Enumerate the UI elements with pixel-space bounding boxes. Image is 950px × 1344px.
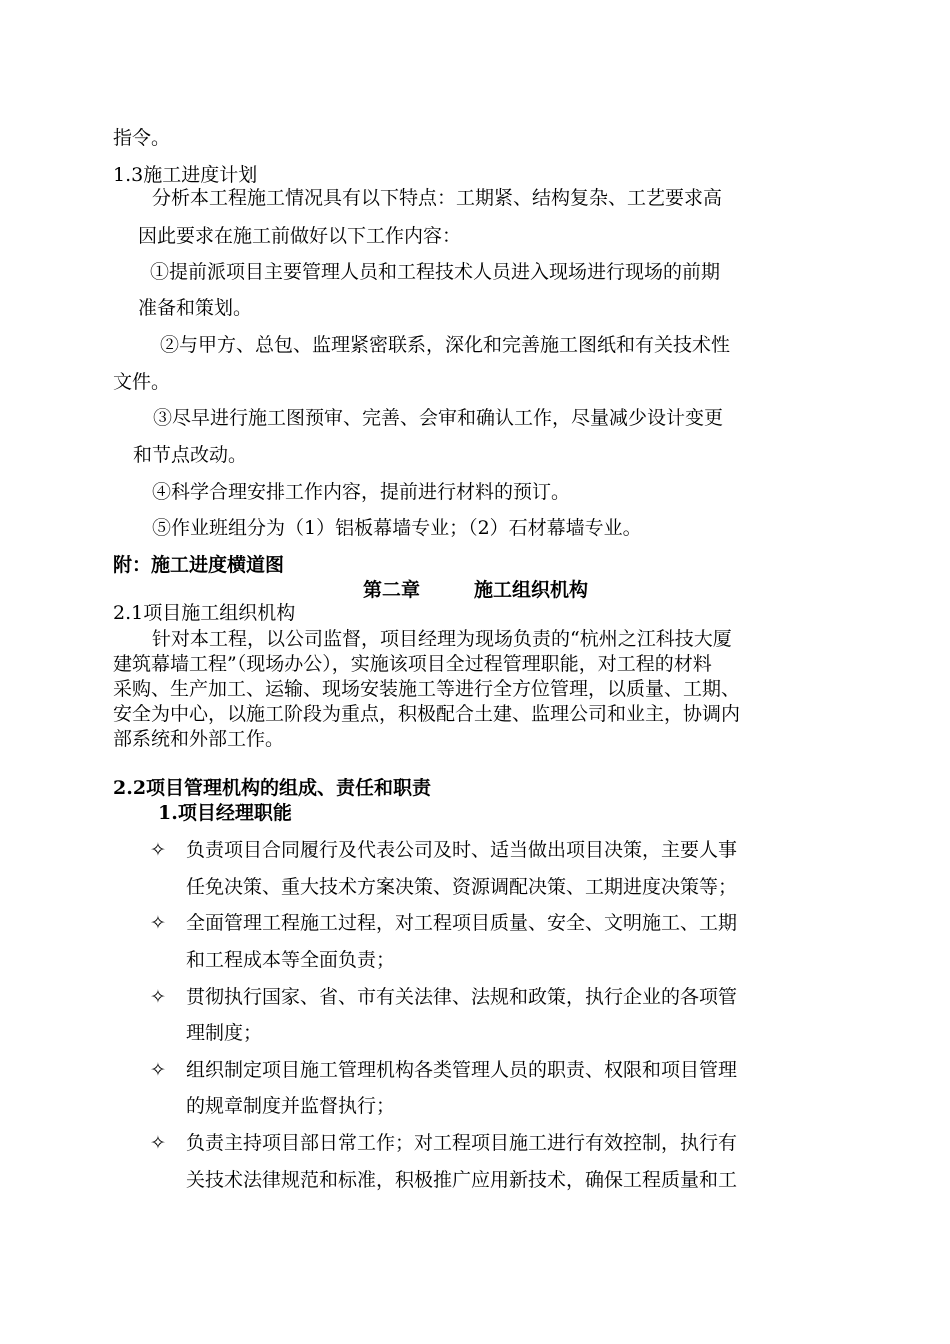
bullet-1-line-2: 任免决策、重大技术方案决策、资源调配决策、工期进度决策等； [186,876,738,898]
sec21-para-line-2: 建筑幕墙工程”（现场办公），实施该项目全过程管理职能，对工程的材料 [113,653,712,675]
sec21-para-line-4: 安全为中心，以施工阶段为重点，积极配合土建、监理公司和业主，协调内 [113,703,741,725]
bullet-4-line-2: 的规章制度并监督执行； [186,1095,396,1117]
item-2-line-1: ②与甲方、总包、监理紧密联系，深化和完善施工图纸和有关技术性 [160,334,731,356]
bullet-4-line-1: 组织制定项目施工管理机构各类管理人员的职责、权限和项目管理 [186,1059,738,1081]
section-heading-2-1: 2.1项目施工组织机构 [113,602,296,624]
bullet-1-line-1: 负责项目合同履行及代表公司及时、适当做出项目决策，主要人事 [186,839,738,861]
intro-line-1: 分析本工程施工情况具有以下特点：工期紧、结构复杂、工艺要求高 [152,187,723,209]
sec21-para-line-3: 采购、生产加工、运输、现场安装施工等进行全方位管理，以质量、工期、 [113,678,741,700]
diamond-bullet-icon: ✧ [150,986,166,1008]
item-3-line-2: 和节点改动。 [133,444,248,466]
section-heading-2-2: 2.2项目管理机构的组成、责任和职责 [113,777,432,799]
bullet-3-line-1: 贯彻执行国家、省、市有关法律、法规和政策，执行企业的各项管 [186,986,738,1008]
bullet-2-line-2: 和工程成本等全面负责； [186,949,396,971]
diamond-bullet-icon: ✧ [150,1059,166,1081]
diamond-bullet-icon: ✧ [150,1132,166,1154]
paragraph-tail-line: 指令。 [113,127,171,149]
section-heading-1-3: 1.3施工进度计划 [113,164,258,186]
item-1-line-1: ①提前派项目主要管理人员和工程技术人员进入现场进行现场的前期 [150,261,721,283]
sub-heading-pm-duties: 1.项目经理职能 [158,802,292,824]
intro-line-2: 因此要求在施工前做好以下工作内容： [138,225,462,247]
attachment-line: 附：施工进度横道图 [113,554,285,576]
item-4-line: ④科学合理安排工作内容，提前进行材料的预订。 [152,481,571,503]
bullet-5-line-1: 负责主持项目部日常工作；对工程项目施工进行有效控制，执行有 [186,1132,738,1154]
diamond-bullet-icon: ✧ [150,912,166,934]
item-1-line-2: 准备和策划。 [138,297,253,319]
bullet-5-line-2: 关技术法律规范和标准，积极推广应用新技术，确保工程质量和工 [186,1169,738,1191]
item-2-line-2: 文件。 [113,371,171,393]
chapter-heading [363,578,588,602]
diamond-bullet-icon: ✧ [150,839,166,861]
sec21-para-line-5: 部系统和外部工作。 [113,728,285,750]
sec21-para-line-1: 针对本工程，以公司监督，项目经理为现场负责的“杭州之江科技大厦 [152,628,732,650]
bullet-2-line-1: 全面管理工程施工过程，对工程项目质量、安全、文明施工、工期 [186,912,738,934]
chapter-title: 施工组织机构 [474,579,589,601]
bullet-3-line-2: 理制度； [186,1022,263,1044]
item-3-line-1: ③尽早进行施工图预审、完善、会审和确认工作，尽量减少设计变更 [153,407,724,429]
chapter-number: 第二章 [363,579,421,601]
item-5-line: ⑤作业班组分为（1）铝板幕墙专业；（2）石材幕墙专业。 [152,517,642,539]
